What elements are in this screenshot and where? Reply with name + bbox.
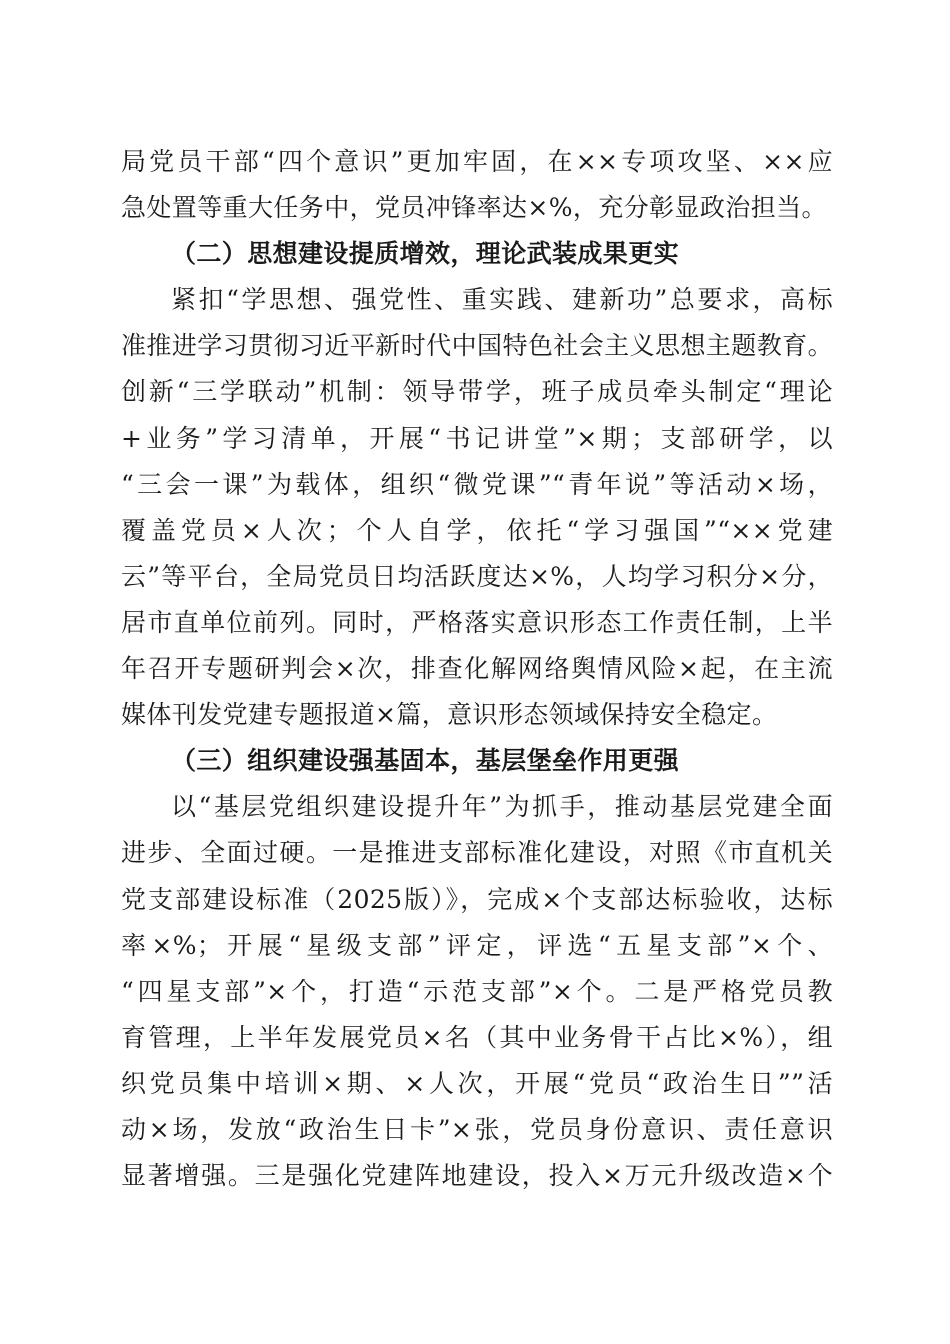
section-heading: （二）思想建设提质增效，理论武装成果更实	[171, 239, 680, 269]
body-line: 居市直单位前列。同时，严格落实意识形态工作责任制，上半	[121, 607, 833, 637]
body-line: 云”等平台，全局党员日均活跃度达×%，人均学习积分×分，	[121, 561, 833, 591]
body-line: 显著增强。三是强化党建阵地建设，投入×万元升级改造×个	[121, 1161, 833, 1191]
body-line: 准推进学习贯彻习近平新时代中国特色社会主义思想主题教育。	[121, 331, 833, 361]
body-line: 织党员集中培训×期、×人次，开展“党员“政治生日””活	[121, 1068, 833, 1098]
body-line: 急处置等重大任务中，党员冲锋率达×%，充分彰显政治担当。	[121, 193, 827, 223]
body-line: 党支部建设标准（2025版）》，完成×个支部达标验收，达标	[121, 884, 833, 914]
body-line: 动×场，发放“政治生日卡”×张，党员身份意识、责任意识	[121, 1114, 833, 1144]
body-line: “三会一课”为载体，组织“微党课”“青年说”等活动×场，	[121, 469, 833, 499]
body-line: 局党员干部“四个意识”更加牢固，在××专项攻坚、××应	[121, 147, 833, 176]
body-line: 育管理，上半年发展党员×名（其中业务骨干占比×%），组	[121, 1022, 833, 1052]
body-line: 以“基层党组织建设提升年”为抓手，推动基层党建全面	[171, 792, 833, 822]
body-line: 紧扣“学思想、强党性、重实践、建新功”总要求，高标	[171, 285, 833, 315]
body-line: 创新“三学联动”机制：领导带学，班子成员牵头制定“理论	[121, 377, 833, 407]
body-line: 年召开专题研判会×次，排查化解网络舆情风险×起，在主流	[121, 654, 833, 684]
section-heading: （三）组织建设强基固本，基层堡垒作用更强	[171, 746, 680, 776]
body-line: “四星支部”×个，打造“示范支部”×个。二是严格党员教	[121, 976, 833, 1006]
body-line: 进步、全面过硬。一是推进支部标准化建设，对照《市直机关	[121, 838, 833, 868]
document-body	[121, 139, 833, 1199]
body-line: 率×%；开展“星级支部”评定，评选“五星支部”×个、	[121, 930, 833, 960]
body-line: 媒体刊发党建专题报道×篇，意识形态领域保持安全稳定。	[121, 700, 778, 730]
body-line: +业务”学习清单，开展“书记讲堂”×期；支部研学，以	[121, 423, 833, 453]
body-line: 覆盖党员×人次；个人自学，依托“学习强国”“××党建	[121, 515, 833, 545]
